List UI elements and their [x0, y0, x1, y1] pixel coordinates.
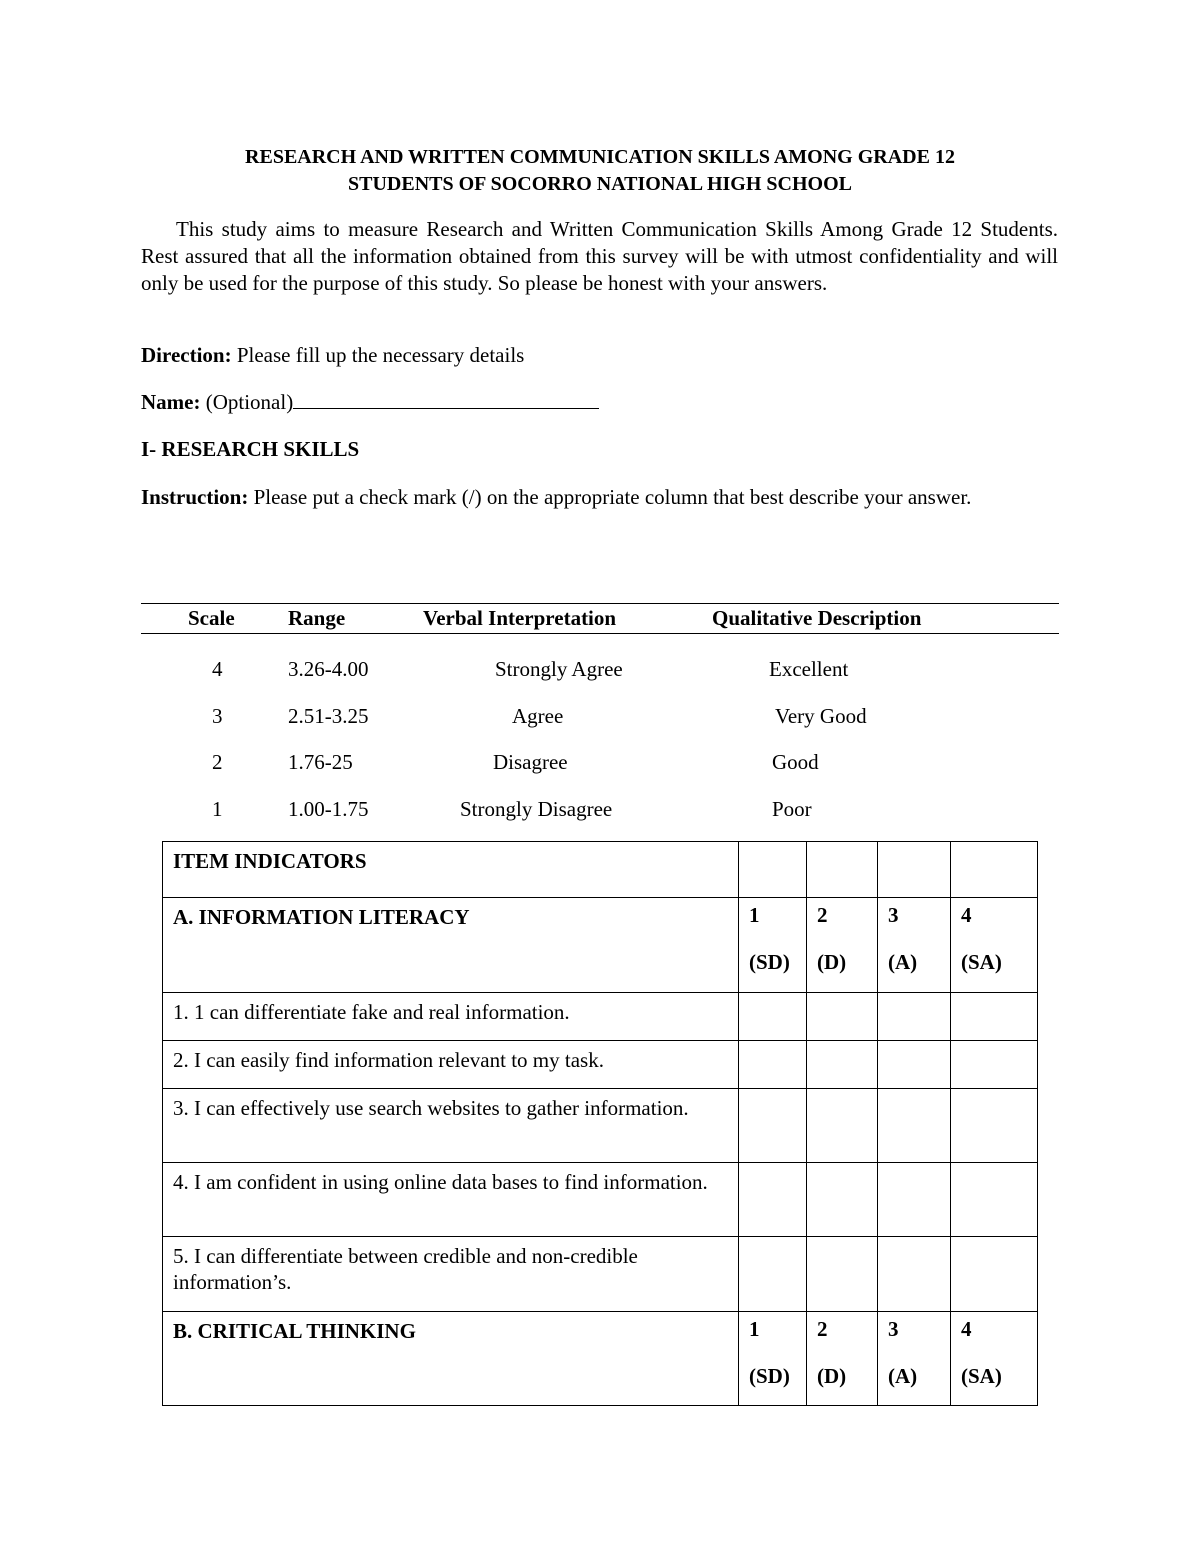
- instruction-text: Please put a check mark (/) on the appropriate column that best describe your answer.: [253, 485, 972, 509]
- section-heading: I- RESEARCH SKILLS: [141, 437, 360, 461]
- verbal-value: Agree: [512, 704, 564, 728]
- blank-cell: [807, 842, 878, 898]
- name-blank-field[interactable]: [293, 390, 599, 409]
- range-value: 1.00-1.75: [288, 797, 369, 821]
- rating-cell-sa[interactable]: [951, 1089, 1038, 1163]
- rating-cell-d[interactable]: [807, 1163, 878, 1237]
- item-text: 1. 1 can differentiate fake and real information.: [163, 993, 739, 1041]
- document-title: [140, 144, 1060, 198]
- rating-cell-sd[interactable]: [739, 1089, 807, 1163]
- scale-header-rule: [141, 633, 1059, 634]
- blank-cell: [878, 842, 951, 898]
- rating-cell-d[interactable]: [807, 1041, 878, 1089]
- intro-paragraph: [141, 216, 1058, 297]
- rating-cell-a[interactable]: [878, 1237, 951, 1312]
- rating-cell-sa[interactable]: [951, 1237, 1038, 1312]
- qualitative-value: Excellent: [769, 657, 849, 681]
- instruction-line: [141, 484, 1058, 511]
- section-title-critical-thinking: B. CRITICAL THINKING: [163, 1312, 739, 1406]
- rating-header-d: 2 (D): [807, 898, 878, 993]
- rating-header-sa: 4 (SA): [951, 1312, 1038, 1406]
- table-row: [163, 1089, 1038, 1163]
- rating-cell-a[interactable]: [878, 993, 951, 1041]
- item-text: 5. I can differentiate between credible and non-credible information’s.: [163, 1237, 739, 1312]
- verbal-value: Strongly Disagree: [460, 797, 613, 821]
- title-line-1: RESEARCH AND WRITTEN COMMUNICATION SKILLS AMONG GRADE 12: [245, 146, 955, 168]
- rating-cell-a[interactable]: [878, 1163, 951, 1237]
- rating-cell-sd[interactable]: [739, 1041, 807, 1089]
- rating-cell-d[interactable]: [807, 1237, 878, 1312]
- rating-cell-sa[interactable]: [951, 1163, 1038, 1237]
- rating-header-sd: 1 (SD): [739, 898, 807, 993]
- rating-cell-sd[interactable]: [739, 1163, 807, 1237]
- intro-text: This study aims to measure Research and Written Communication Skills Among Grade 12 Students. Rest assured that all the information obtained from this survey will be with utmost confidentiality and will only be used for the purpose of this study. So please be honest with your answers.: [141, 217, 1058, 295]
- rating-cell-a[interactable]: [878, 1089, 951, 1163]
- rating-cell-sa[interactable]: [951, 1041, 1038, 1089]
- scale-header-verbal: Verbal Interpretation: [423, 606, 617, 630]
- rating-cell-d[interactable]: [807, 993, 878, 1041]
- section-title-information-literacy: A. INFORMATION LITERACY: [163, 898, 739, 993]
- item-text: 4. I am confident in using online data bases to find information.: [163, 1163, 739, 1237]
- blank-cell: [951, 842, 1038, 898]
- scale-value: 3: [212, 704, 223, 728]
- range-value: 1.76-25: [288, 750, 353, 774]
- table-header-row: [163, 842, 1038, 898]
- verbal-value: Disagree: [493, 750, 568, 774]
- rating-header-a: 3 (A): [878, 898, 951, 993]
- scale-value: 2: [212, 750, 223, 774]
- name-label: Name:: [141, 390, 201, 414]
- scale-header-qualitative: Qualitative Description: [712, 606, 922, 630]
- rating-cell-sa[interactable]: [951, 993, 1038, 1041]
- rating-cell-a[interactable]: [878, 1041, 951, 1089]
- qualitative-value: Very Good: [775, 704, 867, 728]
- scale-value: 4: [212, 657, 223, 681]
- scale-value: 1: [212, 797, 223, 821]
- scale-header-range: Range: [288, 606, 346, 630]
- scale-header-scale: Scale: [188, 606, 235, 630]
- rating-header-sd: 1 (SD): [739, 1312, 807, 1406]
- table-row: [163, 993, 1038, 1041]
- name-line: [141, 390, 1058, 415]
- blank-cell: [739, 842, 807, 898]
- table-row: [163, 1163, 1038, 1237]
- qualitative-value: Poor: [772, 797, 812, 821]
- title-line-2: STUDENTS OF SOCORRO NATIONAL HIGH SCHOOL: [348, 173, 852, 195]
- name-optional: (Optional): [205, 390, 294, 414]
- item-text: 3. I can effectively use search websites to gather information.: [163, 1089, 739, 1163]
- direction-line: [141, 343, 1058, 368]
- section-row-a: [163, 898, 1038, 993]
- rating-cell-sd[interactable]: [739, 1237, 807, 1312]
- range-value: 3.26-4.00: [288, 657, 369, 681]
- table-row: [163, 1041, 1038, 1089]
- range-value: 2.51-3.25: [288, 704, 369, 728]
- table-row: [163, 1237, 1038, 1312]
- qualitative-value: Good: [772, 750, 819, 774]
- section-row-b: [163, 1312, 1038, 1406]
- rating-header-a: 3 (A): [878, 1312, 951, 1406]
- item-indicators-table: [162, 841, 1038, 1406]
- direction-label: Direction:: [141, 343, 232, 367]
- verbal-value: Strongly Agree: [495, 657, 623, 681]
- item-indicators-header: ITEM INDICATORS: [163, 842, 739, 898]
- rating-header-d: 2 (D): [807, 1312, 878, 1406]
- rating-cell-d[interactable]: [807, 1089, 878, 1163]
- item-text: 2. I can easily find information relevant to my task.: [163, 1041, 739, 1089]
- instruction-label: Instruction:: [141, 485, 249, 509]
- rating-cell-sd[interactable]: [739, 993, 807, 1041]
- rating-header-sa: 4 (SA): [951, 898, 1038, 993]
- scale-top-rule: [141, 603, 1059, 604]
- direction-text: Please fill up the necessary details: [236, 343, 525, 367]
